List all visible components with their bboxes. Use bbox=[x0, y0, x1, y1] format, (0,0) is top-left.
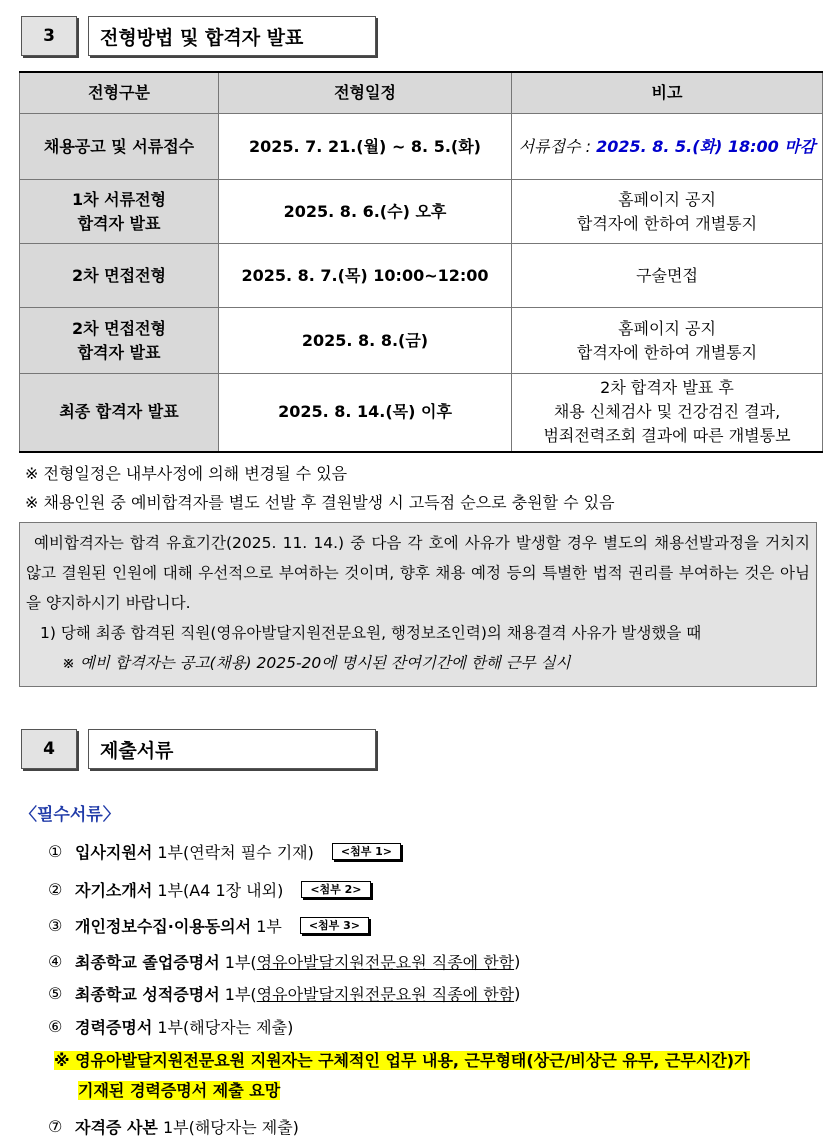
reserve-paragraph: 예비합격자는 합격 유효기간(2025. 11. 14.) 중 다음 각 호에 사유가 발생할 경우 별도의 채용선발과정을 거치지 않고 결원된 인원에 대해 우선적으로 부여하는 것이며, 향후 채용 예정 등의 특별한 법적 권리를 부여하는 것은 아님을 양지하시기 바랍니다. bbox=[26, 534, 810, 612]
schedule-table bbox=[19, 71, 823, 453]
note-cell: 2차 합격자 발표 후 채용 신체검사 및 건강검진 결과, 범죄전력조회 결과에 따른 개별통보 bbox=[512, 374, 823, 452]
section-title: 제출서류 bbox=[88, 729, 376, 769]
highlight-line: 기재된 경력증명서 제출 요망 bbox=[78, 1081, 281, 1100]
doc-count-prefix: 1부( bbox=[224, 985, 257, 1004]
date-cell: 2025. 8. 7.(목) 10:00~12:00 bbox=[219, 244, 512, 308]
doc-count-prefix: 1부( bbox=[224, 953, 257, 972]
doc-name: 경력증명서 bbox=[75, 1018, 153, 1037]
doc-count: 1부(해당자는 제출) bbox=[157, 1018, 294, 1037]
item-marker: ③ bbox=[48, 916, 63, 935]
item-marker: ② bbox=[48, 880, 63, 899]
item-marker: ⑦ bbox=[48, 1117, 63, 1136]
column-header: 전형구분 bbox=[20, 72, 219, 114]
item-marker: ④ bbox=[48, 952, 63, 971]
category-cell: 1차 서류전형 합격자 발표 bbox=[20, 180, 219, 244]
date-cell: 2025. 8. 6.(수) 오후 bbox=[219, 180, 512, 244]
category-cell: 채용공고 및 서류접수 bbox=[20, 114, 219, 180]
table-row bbox=[20, 244, 823, 308]
doc-name: 자기소개서 bbox=[75, 881, 153, 900]
note-prefix: 서류접수 : bbox=[518, 136, 597, 156]
schedule-note: ※ 채용인원 중 예비합격자를 별도 선발 후 결원발생 시 고득점 순으로 충원할 수 있음 bbox=[25, 493, 615, 512]
doc-count-suffix: ) bbox=[514, 984, 521, 1003]
attachment-tag: <첨부 1> bbox=[332, 843, 401, 860]
section-title: 전형방법 및 합격자 발표 bbox=[88, 16, 376, 56]
section-number: 4 bbox=[21, 729, 77, 769]
table-row bbox=[20, 180, 823, 244]
table-header-row bbox=[20, 72, 823, 114]
reserve-item-note: ※ 예비 합격자는 공고(채용) 2025-20에 명시된 잔여기간에 한해 근무 실시 bbox=[62, 654, 571, 672]
doc-count-suffix: ) bbox=[514, 952, 521, 971]
note-cell bbox=[512, 114, 823, 180]
item-marker: ⑥ bbox=[48, 1017, 63, 1036]
category-cell: 최종 합격자 발표 bbox=[20, 374, 219, 452]
column-header: 전형일정 bbox=[219, 72, 512, 114]
attachment-tag: <첨부 3> bbox=[300, 917, 369, 934]
note-cell: 구술면접 bbox=[512, 244, 823, 308]
date-cell: 2025. 7. 21.(월) ~ 8. 5.(화) bbox=[219, 114, 512, 180]
list-item bbox=[48, 840, 401, 863]
list-item bbox=[48, 1115, 299, 1138]
table-row bbox=[20, 114, 823, 180]
doc-name: 최종학교 졸업증명서 bbox=[75, 953, 220, 972]
table-row bbox=[20, 308, 823, 374]
date-cell: 2025. 8. 8.(금) bbox=[219, 308, 512, 374]
section-4-heading bbox=[21, 729, 376, 769]
doc-count: 1부(해당자는 제출) bbox=[162, 1118, 299, 1137]
reserve-info-box bbox=[19, 522, 817, 687]
list-item bbox=[48, 914, 369, 937]
date-cell: 2025. 8. 14.(목) 이후 bbox=[219, 374, 512, 452]
doc-count: 1부(A4 1장 내외) bbox=[157, 881, 284, 900]
category-cell: 2차 면접전형 합격자 발표 bbox=[20, 308, 219, 374]
note-cell: 홈페이지 공지 합격자에 한하여 개별통지 bbox=[512, 308, 823, 374]
note-cell: 홈페이지 공지 합격자에 한하여 개별통지 bbox=[512, 180, 823, 244]
doc-count-condition: 영유아발달지원전문요원 직종에 한함 bbox=[256, 953, 515, 972]
doc-count-condition: 영유아발달지원전문요원 직종에 한함 bbox=[256, 985, 515, 1004]
highlight-line: ※ 영유아발달지원전문요원 지원자는 구체적인 업무 내용, 근무형태(상근/비상근 유무, 근무시간)가 bbox=[54, 1051, 750, 1070]
list-item bbox=[48, 982, 520, 1005]
list-item bbox=[48, 950, 520, 973]
doc-name: 최종학교 성적증명서 bbox=[75, 985, 220, 1004]
deadline-text: 2025. 8. 5.(화) 18:00 마감 bbox=[596, 136, 816, 156]
section-number: 3 bbox=[21, 16, 77, 56]
reserve-item: 1) 당해 최종 합격된 직원(영유아발달지원전문요원, 행정보조인력)의 채용결격 사유가 발생했을 때 bbox=[40, 624, 702, 642]
list-item bbox=[48, 1015, 293, 1038]
doc-name: 입사지원서 bbox=[75, 843, 153, 862]
table-row bbox=[20, 374, 823, 452]
required-docs-heading: 〈필수서류〉 bbox=[20, 805, 120, 825]
list-item bbox=[48, 878, 371, 901]
section-3-heading bbox=[21, 16, 376, 56]
doc-count: 1부(연락처 필수 기재) bbox=[157, 843, 314, 862]
item-marker: ⑤ bbox=[48, 984, 63, 1003]
highlight-note bbox=[54, 1046, 750, 1106]
doc-count: 1부 bbox=[256, 917, 282, 936]
column-header: 비고 bbox=[512, 72, 823, 114]
schedule-note: ※ 전형일정은 내부사정에 의해 변경될 수 있음 bbox=[25, 464, 348, 483]
doc-name: 개인정보수집·이용동의서 bbox=[75, 917, 252, 936]
doc-name: 자격증 사본 bbox=[75, 1118, 158, 1137]
category-cell: 2차 면접전형 bbox=[20, 244, 219, 308]
item-marker: ① bbox=[48, 842, 63, 861]
attachment-tag: <첨부 2> bbox=[301, 881, 370, 898]
